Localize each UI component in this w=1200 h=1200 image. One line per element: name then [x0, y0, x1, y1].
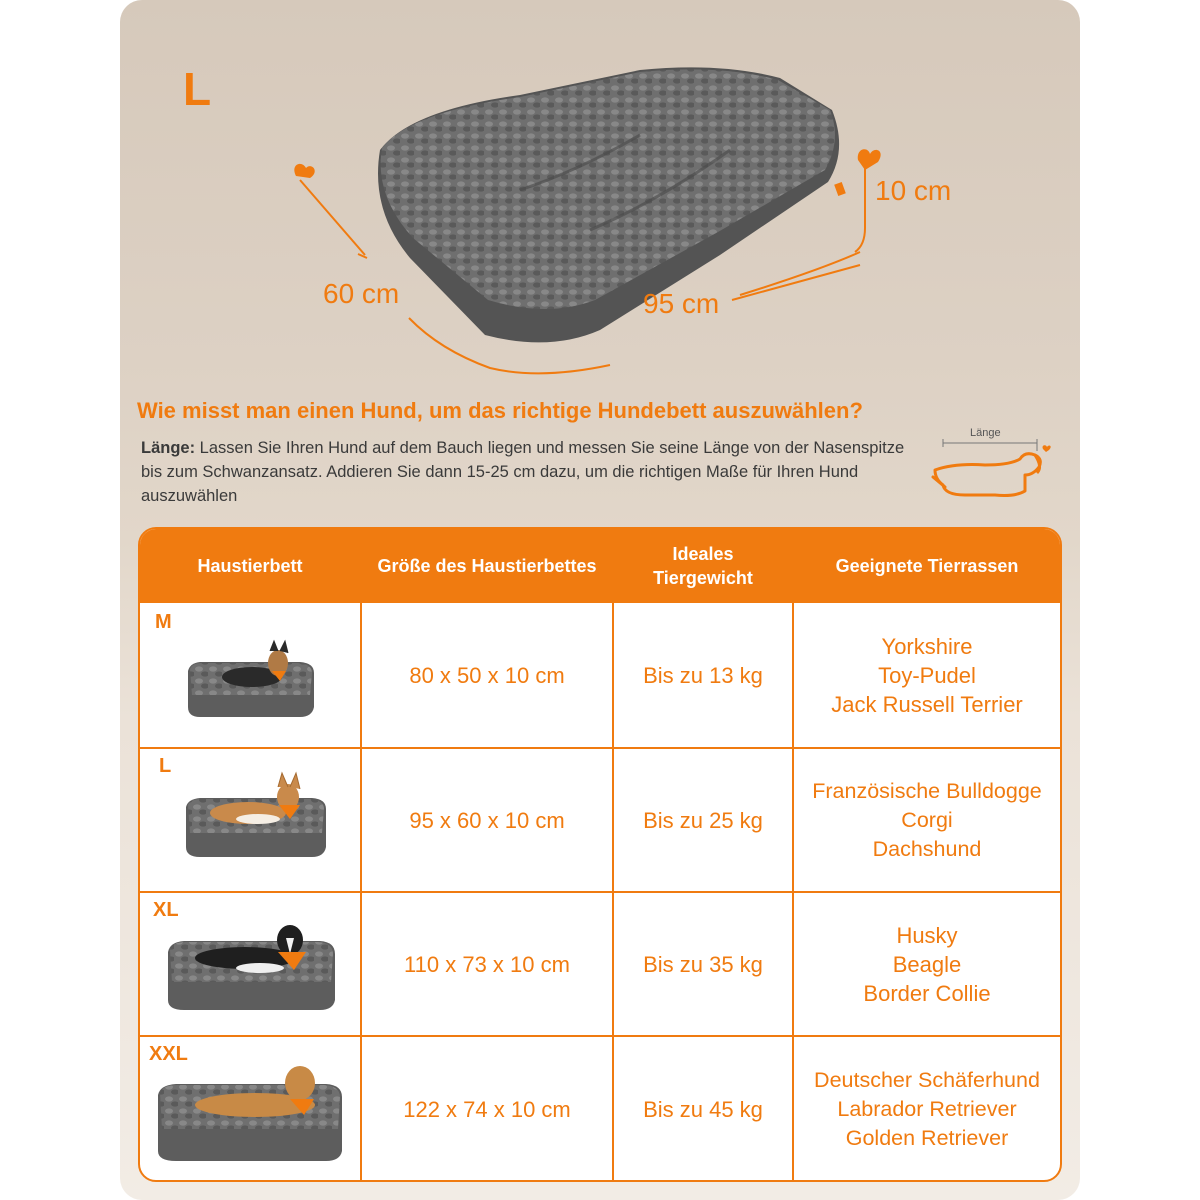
- table-header: [140, 529, 1060, 603]
- bed-image: [378, 67, 846, 342]
- breed-item: Dachshund: [872, 836, 982, 861]
- dimensions-cell: 122 x 74 x 10 cm: [403, 1097, 571, 1122]
- dimensions-cell: 95 x 60 x 10 cm: [409, 807, 565, 833]
- depth-label: 60 cm: [323, 278, 400, 309]
- dimensions-cell: 110 x 73 x 10 cm: [404, 951, 570, 977]
- hero-size-label: L: [183, 63, 212, 115]
- header-bed: Haustierbett: [197, 556, 303, 576]
- guide-body: Lassen Sie Ihren Hund auf dem Bauch liegen und messen Sie seine Länge von der Nasenspitze bis zum Schwanzansatz. Addieren Sie dann 15-25 cm dazu, um die richtigen Maße für Ihren Hund auszuwählen: [141, 439, 905, 505]
- row-size-label: XXL: [149, 1043, 188, 1065]
- row-size-label: XL: [153, 899, 179, 921]
- heart-arrowhead-icon: [294, 164, 314, 178]
- header-breeds: Geeignete Tierrassen: [835, 556, 1019, 576]
- bed-thumbnail: [160, 914, 345, 1019]
- dog-measure-icon: [925, 425, 1055, 510]
- weight-cell: Bis zu 45 kg: [643, 1097, 763, 1122]
- dimensions-cell: 80 x 50 x 10 cm: [409, 662, 565, 688]
- bed-thumbnail: [150, 1059, 350, 1169]
- header-weight: Ideales Tiergewicht: [653, 544, 753, 588]
- weight-cell: Bis zu 35 kg: [643, 951, 763, 977]
- breed-item: Yorkshire: [881, 633, 973, 659]
- breed-item: Französische Bulldogge: [812, 778, 1042, 803]
- weight-cell: Bis zu 13 kg: [643, 662, 763, 688]
- breed-item: Border Collie: [863, 980, 991, 1006]
- weight-cell: Bis zu 25 kg: [643, 807, 763, 833]
- product-card: [120, 0, 1080, 1200]
- breed-item: Husky: [896, 922, 958, 948]
- breed-item: Golden Retriever: [845, 1126, 1009, 1150]
- breed-item: Deutscher Schäferhund: [814, 1068, 1040, 1092]
- row-size-label: M: [155, 611, 172, 633]
- breed-item: Jack Russell Terrier: [831, 691, 1023, 717]
- breeds-cell: [794, 603, 1060, 747]
- bed-thumbnail: [178, 767, 338, 867]
- length-label: 95 cm: [643, 288, 720, 319]
- heart-arrowhead-icon: [858, 149, 881, 170]
- breed-item: Corgi: [901, 807, 953, 832]
- size-table: [138, 527, 1062, 1182]
- row-size-label: L: [159, 755, 172, 777]
- breeds-cell: [794, 893, 1060, 1035]
- breeds-cell: [794, 749, 1060, 891]
- height-label: 10 cm: [875, 175, 952, 206]
- header-size: Größe des Haustierbettes: [377, 556, 597, 576]
- guide-text: [141, 436, 921, 508]
- breeds-cell: [794, 1037, 1060, 1182]
- breed-item: Beagle: [892, 951, 962, 977]
- breed-item: Labrador Retriever: [837, 1097, 1017, 1121]
- guide-term: Länge:: [141, 439, 196, 457]
- illustration-length-label: Länge: [970, 427, 1001, 439]
- guide-headline: Wie misst man einen Hund, um das richtige Hundebett auszuwählen?: [137, 398, 863, 423]
- breed-item: Toy-Pudel: [878, 662, 976, 688]
- bed-thumbnail: [180, 629, 325, 729]
